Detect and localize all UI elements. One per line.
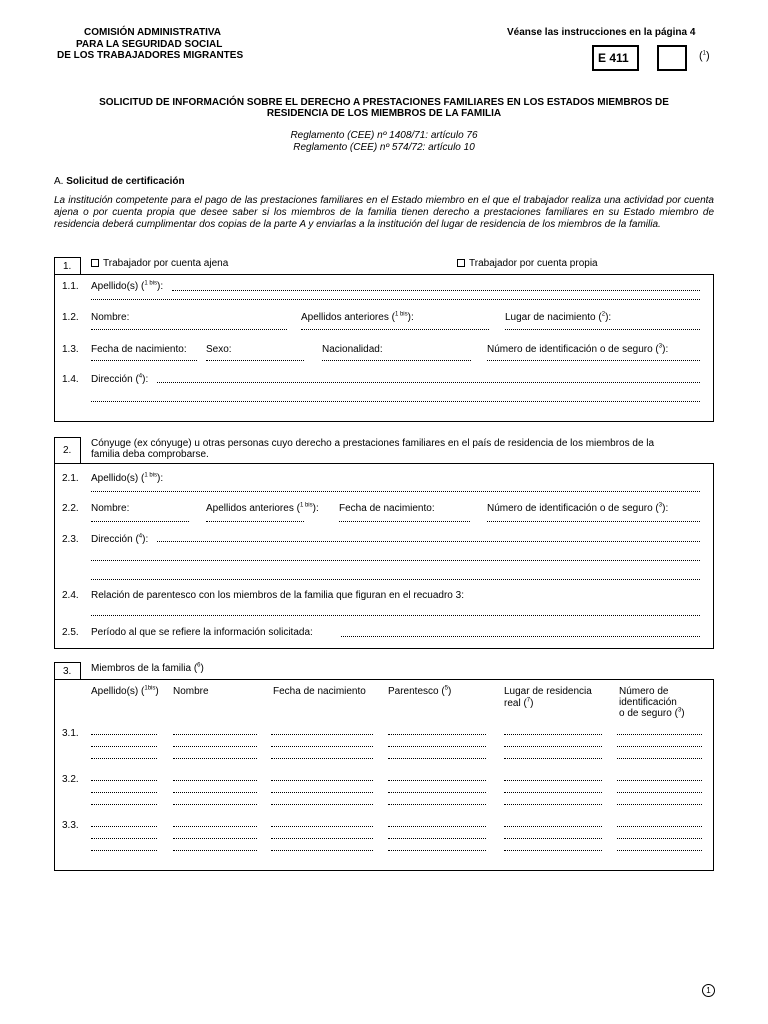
family-member-field[interactable] [388,734,486,735]
family-member-field[interactable] [504,780,602,781]
family-member-field[interactable] [173,850,257,851]
family-member-field[interactable] [271,758,373,759]
section-a-paragraph: La institución competente para el pago de las prestaciones familiares en el Estado miembro en el que el trabajador realiza una actividad por cuenta ajena o por cuenta propia que desee saber si los miembros de la familia tienen derecho a prestaciones familiares en su Estado miembro de residencia deberá cumplimentar dos copias de la parte A y enviarlas a la institución del lugar de residencia de los miembros de la familia. [54,195,714,230]
spouse-address-field-2[interactable] [91,560,700,561]
instructions-note: Véanse las instrucciones en la página 4 [507,27,696,38]
row-1-1-num: 1.1. [62,281,79,292]
family-member-field[interactable] [388,826,486,827]
form-copy-box[interactable] [657,45,687,71]
worker-birthdate-label: Fecha de nacimiento: [91,344,187,355]
spouse-name-field[interactable] [91,521,189,522]
box-3 [54,679,714,871]
regulation-2: Reglamento (CEE) nº 574/72: artículo 10 [293,142,475,153]
family-member-field[interactable] [388,780,486,781]
family-member-field[interactable] [173,780,257,781]
family-member-field[interactable] [271,850,373,851]
family-members-title: Miembros de la familia ($^6$) [91,662,204,674]
spouse-surname-label: Apellido(s) ($^{1 bis}$): [91,472,164,484]
family-row-number: 3.3. [62,820,79,831]
worker-sex-label: Sexo: [206,344,232,355]
self-employed-checkbox[interactable] [457,259,465,267]
family-member-field[interactable] [271,838,373,839]
worker-address-label: Dirección ($^4$): [91,373,149,385]
row-2-2-num: 2.2. [62,503,79,514]
family-member-field[interactable] [91,792,157,793]
worker-name-label: Nombre: [91,312,130,323]
spouse-id-label: Número de identificación o de seguro ($^3$): [487,502,669,514]
family-member-field[interactable] [388,850,486,851]
family-member-field[interactable] [388,838,486,839]
row-1-2-num: 1.2. [62,312,79,323]
form-title-line-2: RESIDENCIA DE LOS MIEMBROS DE LA FAMILIA [266,108,502,119]
period-field[interactable] [341,636,700,637]
row-2-3-num: 2.3. [62,534,79,545]
self-employed-option[interactable]: Trabajador por cuenta propia [457,258,598,269]
family-member-field[interactable] [388,792,486,793]
worker-birthplace-field[interactable] [505,329,700,330]
family-member-field[interactable] [173,792,257,793]
col-surname: Apellido(s) ($^{1bis}$) [91,685,159,697]
family-row-number: 3.2. [62,774,79,785]
form-code-box [592,45,639,71]
spouse-birthdate-field[interactable] [339,521,470,522]
family-member-field[interactable] [173,804,257,805]
worker-prev-surnames-label: Apellidos anteriores ($^{1 bis}$): [301,311,414,323]
col-name: Nombre [173,686,209,697]
spouse-birthdate-label: Fecha de nacimiento: [339,503,435,514]
row-2-5-num: 2.5. [62,627,79,638]
family-member-field[interactable] [91,758,157,759]
col-relation: Parentesco ($^5$) [388,685,452,697]
spouse-prev-surnames-field[interactable] [206,521,304,522]
family-member-field[interactable] [91,804,157,805]
spouse-address-field-3[interactable] [91,579,700,580]
family-member-field[interactable] [617,746,702,747]
family-member-field[interactable] [617,804,702,805]
spouse-address-label: Dirección ($^4$): [91,533,149,545]
employee-checkbox[interactable] [91,259,99,267]
family-member-field[interactable] [388,804,486,805]
form-code: E 411 [598,51,629,65]
row-1-3-num: 1.3. [62,344,79,355]
spouse-name-label: Nombre: [91,503,130,514]
worker-prev-surnames-field[interactable] [301,329,489,330]
section-a-heading: A. Solicitud de certificación [54,176,185,187]
family-member-field[interactable] [617,838,702,839]
spouse-prev-surnames-label: Apellidos anteriores ($^{1 bis}$): [206,502,319,514]
row-1-4-num: 1.4. [62,374,79,385]
family-member-field[interactable] [91,734,157,735]
spouse-address-field[interactable] [157,541,700,542]
family-member-field[interactable] [617,734,702,735]
family-row-number: 3.1. [62,728,79,739]
family-member-field[interactable] [388,758,486,759]
family-member-field[interactable] [173,838,257,839]
family-member-field[interactable] [91,826,157,827]
family-member-field[interactable] [617,850,702,851]
family-member-field[interactable] [504,850,602,851]
spouse-surname-field[interactable] [91,491,700,492]
family-member-field[interactable] [617,792,702,793]
family-member-field[interactable] [173,758,257,759]
family-member-field[interactable] [91,838,157,839]
worker-id-label: Número de identificación o de seguro ($^3$): [487,343,669,355]
family-member-field[interactable] [91,746,157,747]
worker-surname-field[interactable] [172,290,700,291]
family-member-field[interactable] [617,758,702,759]
family-member-field[interactable] [504,804,602,805]
family-member-field[interactable] [388,746,486,747]
worker-birthdate-field[interactable] [91,360,197,361]
family-member-field[interactable] [271,734,373,735]
worker-sex-field[interactable] [206,360,304,361]
worker-name-field[interactable] [91,329,287,330]
box-2-number: 2. [54,437,81,464]
col-id: Número de identificación o de seguro ($^3$) [619,686,685,719]
worker-nationality-label: Nacionalidad: [322,344,383,355]
page-number: 1 [702,984,715,997]
box-3-number: 3. [54,662,81,680]
family-member-field[interactable] [173,746,257,747]
worker-surname-label: Apellido(s) ($^{1 bis}$): [91,280,164,292]
worker-surname-field-2[interactable] [91,299,700,300]
family-member-field[interactable] [271,792,373,793]
family-member-field[interactable] [504,734,602,735]
org-line-3: DE LOS TRABAJADORES MIGRANTES [57,50,244,61]
family-member-field[interactable] [271,826,373,827]
family-member-field[interactable] [504,826,602,827]
family-member-field[interactable] [504,792,602,793]
org-line-2: PARA LA SEGURIDAD SOCIAL [76,39,223,50]
org-line-1: COMISIÓN ADMINISTRATIVA [84,27,222,38]
worker-address-field-2[interactable] [91,401,700,402]
worker-nationality-field[interactable] [322,360,471,361]
family-member-field[interactable] [504,746,602,747]
regulation-1: Reglamento (CEE) nº 1408/71: artículo 76 [290,130,478,141]
family-member-field[interactable] [173,826,257,827]
family-member-field[interactable] [617,780,702,781]
spouse-desc-2: familia deba comprobarse. [91,449,209,460]
employee-option[interactable]: Trabajador por cuenta ajena [91,258,228,269]
col-residence: Lugar de residencia real ($^7$) [504,686,592,709]
family-member-field[interactable] [504,838,602,839]
row-2-4-num: 2.4. [62,590,79,601]
worker-id-field[interactable] [487,360,700,361]
family-member-field[interactable] [91,850,157,851]
family-member-field[interactable] [91,780,157,781]
relationship-label: Relación de parentesco con los miembros de la familia que figuran en el recuadro 3: [91,590,464,601]
family-member-field[interactable] [271,780,373,781]
spouse-id-field[interactable] [487,521,700,522]
col-birthdate: Fecha de nacimiento [273,686,366,697]
period-label: Período al que se refiere la información solicitada: [91,627,313,638]
spouse-desc-1: Cónyuge (ex cónyuge) u otras personas cuyo derecho a prestaciones familiares en el país de residencia de los miembros de la [91,438,655,449]
worker-birthplace-label: Lugar de nacimiento ($^2$): [505,311,612,323]
family-member-field[interactable] [617,826,702,827]
relationship-field[interactable] [91,615,700,616]
family-member-field[interactable] [271,804,373,805]
form-title-line-1: SOLICITUD DE INFORMACIÓN SOBRE EL DERECHO A PRESTACIONES FAMILIARES EN LOS ESTADOS MIEMBROS DE [99,97,669,108]
worker-address-field[interactable] [157,382,700,383]
footnote-ref: ($^1$) [699,50,710,62]
family-member-field[interactable] [271,746,373,747]
family-member-field[interactable] [504,758,602,759]
family-member-field[interactable] [173,734,257,735]
row-2-1-num: 2.1. [62,473,79,484]
box-1-number: 1. [54,257,81,275]
